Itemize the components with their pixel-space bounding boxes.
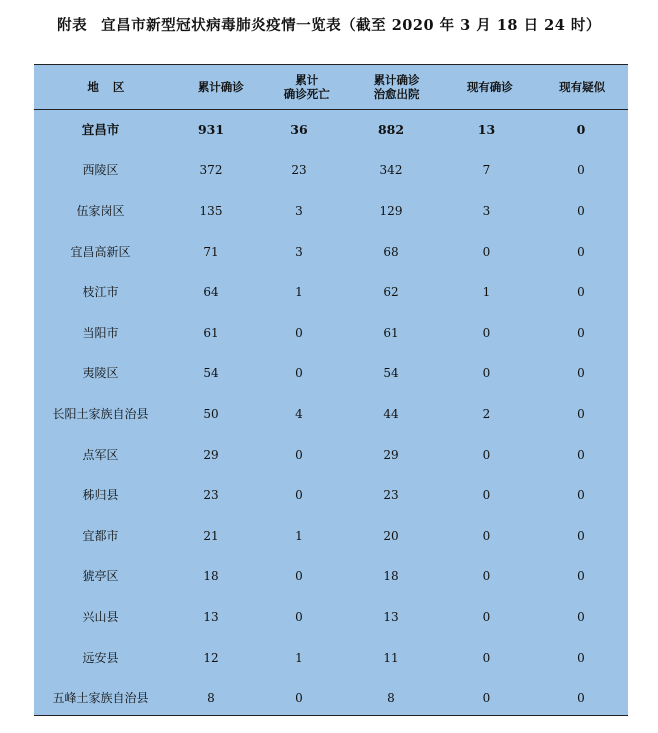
cell-cumulative-confirmed: 12: [203, 650, 219, 665]
table-row: [34, 638, 628, 679]
cell-cumulative-recovered: 20: [383, 528, 399, 543]
cell-current-suspected: 0: [577, 650, 585, 665]
cell-current-confirmed: 7: [482, 163, 491, 178]
cell-current-confirmed: 0: [482, 650, 491, 665]
cell-cumulative-deaths: 23: [291, 163, 307, 178]
cell-current-confirmed: 0: [482, 447, 491, 462]
cell-region: 宜昌市: [81, 122, 120, 138]
cell-region: 远安县: [82, 650, 119, 665]
cell-cumulative-confirmed: 21: [203, 528, 219, 543]
table-row: [34, 272, 628, 313]
cell-cumulative-recovered: 23: [383, 488, 399, 503]
cell-current-confirmed: 0: [482, 488, 491, 503]
table-row: [34, 557, 628, 598]
cell-cumulative-recovered: 13: [383, 609, 399, 624]
cell-cumulative-recovered: 62: [383, 285, 399, 300]
cell-current-confirmed: 0: [482, 528, 491, 543]
cell-cumulative-confirmed: 8: [207, 691, 215, 706]
header-cumulative-recovered: [350, 73, 444, 102]
table-row: [34, 313, 628, 354]
cell-cumulative-confirmed: 50: [203, 406, 219, 421]
cell-cumulative-deaths: 0: [295, 609, 303, 624]
cell-current-suspected: 0: [577, 691, 585, 706]
cell-cumulative-deaths: 1: [295, 285, 303, 300]
header-cumulative-deaths: [264, 73, 350, 102]
cell-cumulative-deaths: 0: [295, 325, 303, 340]
table-row: [34, 597, 628, 638]
table-row: [34, 516, 628, 557]
cell-current-suspected: 0: [577, 325, 585, 340]
cell-current-confirmed: 0: [482, 325, 491, 340]
cell-cumulative-deaths: 3: [295, 203, 303, 218]
cell-cumulative-deaths: 1: [295, 650, 303, 665]
cell-current-suspected: 0: [577, 609, 585, 624]
cell-region: 秭归县: [82, 488, 119, 503]
cell-current-suspected: 0: [577, 406, 585, 421]
cell-current-confirmed: 0: [482, 691, 491, 706]
cell-cumulative-confirmed: 135: [199, 203, 223, 218]
cell-cumulative-confirmed: 29: [203, 447, 219, 462]
cell-cumulative-deaths: 0: [295, 488, 303, 503]
cell-cumulative-confirmed: 71: [203, 244, 219, 259]
cell-region: 宜昌高新区: [70, 244, 131, 259]
cell-current-suspected: 0: [577, 528, 585, 543]
page-title: [0, 14, 658, 35]
table-row: [34, 354, 628, 395]
cell-cumulative-confirmed: 931: [197, 122, 225, 138]
cell-current-confirmed: 1: [482, 285, 491, 300]
cell-current-confirmed: 0: [482, 569, 491, 584]
table-row: [34, 191, 628, 232]
header-cumulative-recovered-line2: 治愈出院: [373, 87, 420, 101]
cell-cumulative-deaths: 0: [295, 569, 303, 584]
cell-cumulative-confirmed: 54: [203, 366, 219, 381]
cell-current-suspected: 0: [577, 203, 585, 218]
cell-cumulative-recovered: 61: [383, 325, 399, 340]
cell-region: 猇亭区: [82, 569, 119, 584]
cell-current-suspected: 0: [577, 163, 585, 178]
cell-region: 夷陵区: [82, 366, 119, 381]
epidemic-table: [34, 64, 628, 716]
cell-current-confirmed: 0: [482, 244, 491, 259]
cell-cumulative-confirmed: 372: [199, 163, 223, 178]
header-cumulative-deaths-line2: 确诊死亡: [283, 87, 330, 101]
table-row: [34, 435, 628, 476]
cell-current-confirmed: 13: [477, 122, 496, 138]
cell-cumulative-deaths: 1: [295, 528, 303, 543]
cell-cumulative-recovered: 54: [383, 366, 399, 381]
cell-region: 西陵区: [82, 163, 119, 178]
title-prefix: 附表: [57, 17, 88, 34]
cell-cumulative-recovered: 342: [379, 163, 403, 178]
cell-cumulative-deaths: 0: [295, 691, 303, 706]
cell-cumulative-confirmed: 23: [203, 488, 219, 503]
cell-region: 伍家岗区: [76, 203, 125, 218]
header-cumulative-confirmed: 累计确诊: [197, 79, 244, 94]
table-row: [34, 151, 628, 192]
cell-current-suspected: 0: [577, 447, 585, 462]
cell-region: 点军区: [82, 447, 119, 462]
cell-region: 宜都市: [82, 528, 119, 543]
cell-cumulative-confirmed: 18: [203, 569, 219, 584]
cell-cumulative-confirmed: 61: [203, 325, 219, 340]
cell-cumulative-confirmed: 64: [203, 285, 219, 300]
cell-current-confirmed: 2: [482, 406, 491, 421]
cell-cumulative-deaths: 36: [290, 122, 308, 138]
cell-cumulative-recovered: 11: [383, 650, 399, 665]
cell-current-confirmed: 0: [482, 366, 491, 381]
table-body: [34, 110, 628, 719]
cell-cumulative-recovered: 129: [379, 203, 403, 218]
header-current-confirmed: 现有确诊: [466, 79, 513, 94]
cell-region: 五峰土家族自治县: [52, 691, 149, 706]
table-row-total: [34, 110, 628, 151]
cell-cumulative-recovered: 44: [383, 406, 399, 421]
cell-cumulative-recovered: 29: [383, 447, 399, 462]
table-row: [34, 394, 628, 435]
cell-cumulative-recovered: 18: [383, 569, 399, 584]
table-header-row: [34, 65, 628, 109]
header-cumulative-deaths-line1: 累计: [295, 72, 319, 87]
header-cumulative-recovered-line1: 累计确诊: [373, 72, 420, 87]
title-text: 宜昌市新型冠状病毒肺炎疫情一览表（截至 2020 年 3 月 18 日 24 时）: [101, 17, 601, 34]
cell-cumulative-deaths: 3: [295, 244, 303, 259]
cell-cumulative-recovered: 8: [387, 691, 395, 706]
cell-cumulative-recovered: 68: [383, 244, 399, 259]
cell-current-confirmed: 0: [482, 609, 491, 624]
cell-current-suspected: 0: [577, 285, 585, 300]
cell-region: 兴山县: [82, 609, 119, 624]
table-row: [34, 232, 628, 273]
cell-current-suspected: 0: [576, 122, 586, 138]
cell-region: 当阳市: [82, 325, 119, 340]
cell-cumulative-deaths: 0: [295, 447, 303, 462]
cell-region: 长阳土家族自治县: [52, 406, 149, 421]
cell-current-suspected: 0: [577, 488, 585, 503]
header-region: 地区: [87, 79, 139, 94]
cell-current-suspected: 0: [577, 244, 585, 259]
cell-current-suspected: 0: [577, 569, 585, 584]
cell-current-suspected: 0: [577, 366, 585, 381]
cell-cumulative-confirmed: 13: [203, 609, 219, 624]
cell-cumulative-deaths: 0: [295, 366, 303, 381]
table-row: [34, 678, 628, 719]
cell-region: 枝江市: [82, 285, 119, 300]
cell-cumulative-deaths: 4: [295, 406, 303, 421]
cell-current-confirmed: 3: [482, 203, 491, 218]
table-row: [34, 475, 628, 516]
header-current-suspected: 现有疑似: [559, 79, 606, 94]
cell-cumulative-recovered: 882: [377, 122, 405, 138]
